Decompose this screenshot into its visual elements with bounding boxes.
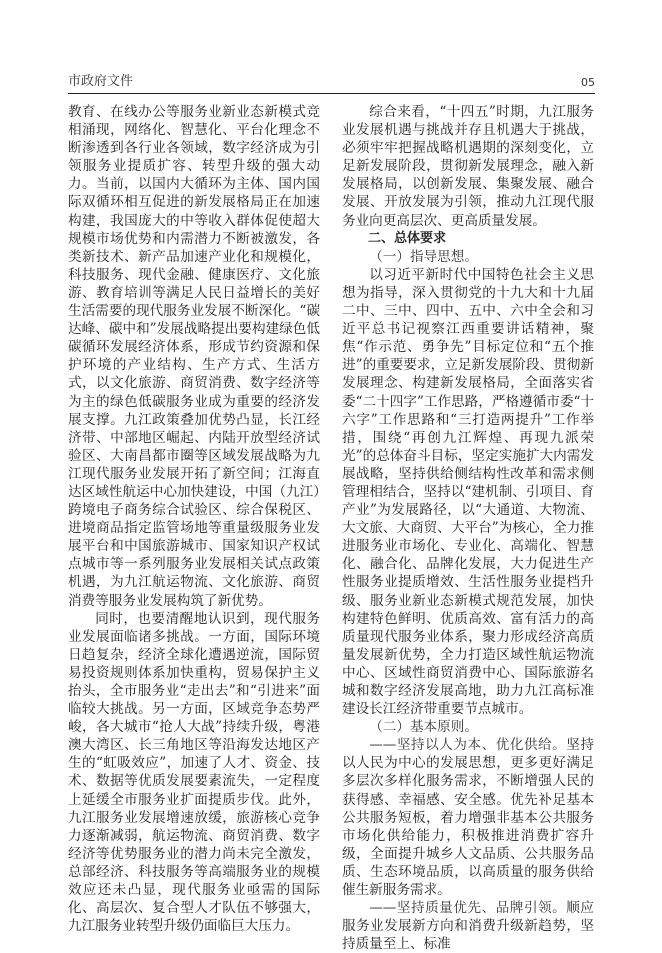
subsection-heading-principles: （二）基本原则。 [369, 719, 478, 736]
paragraph-challenges: 同时，也要清醒地认识到，现代服务业发展面临诸多挑战。一方面，国际环境日趋复杂，经济全球化遭遇逆流，国际贸易投资规则体系加快重构，贸易保护主义抬头，全市服务业“走出去”和“引进来”面临较大挑战。另一方面，区域竞争态势严峻，各大城市“抢人大战”持续升级，粤港澳大湾区、长三角地区等沿海发达地区产生的“虹吸效应”，加速了人才、资金、技术、数据等优质发展要素流失，一定程度上延缓全市服务业扩面提质步伐。此外，九江服务业发展增速放缓，旅游核心竞争力逐渐减弱，航运物流、商贸消费、数字经济等优势服务业的潜力尚未完全激发，总部经济、科技服务等高端服务业的规模效应还未凸显，现代服务业亟需的国际化、高层次、复合型人才队伍不够强大，九江服务业转型升级仍面临巨大压力。 [68, 610, 320, 935]
principle-item [342, 736, 594, 899]
principle-lead: ——坚持质量优先、品牌引领。 [369, 900, 567, 917]
principle-text: 坚持以人民为中心的发展思想，更多更好满足多层次多样化服务需求，不断增强人民的获得感、幸福感、安全感。优先补足基本公共服务短板，着力增强非基本公共服务市场化供给能力，积极推进消费扩容升级，全面提升城乡人文品质、公共服务品质、生态环境品质，以高质量的服务供给催生新服务需求。 [342, 737, 595, 899]
page-header [68, 72, 595, 94]
principle-lead: ——坚持以人为本、优化供给。 [369, 737, 567, 754]
paragraph-summary: 综合来看，“十四五”时期，九江服务业发展机遇与挑战并存且机遇大于挑战，必须牢牢把握战略机遇期的深刻变化，立足新发展阶段，贯彻新发展理念，融入新发展格局，以创新发展、集聚发展、融合发展、开放发展为引领，推动九江现代服务业向更高层次、更高质量发展。 [342, 104, 594, 229]
right-column [342, 103, 594, 953]
subsection-heading-guiding-ideology: （一）指导思想。 [369, 248, 478, 265]
principle-item [342, 899, 594, 953]
principle-text: 顺应服务业发展新方向和消费升级新趋势，坚持质量至上、标准 [342, 900, 595, 953]
section-heading: 二、总体要求 [368, 230, 447, 246]
header-title: 市政府文件 [68, 74, 134, 89]
left-column [68, 103, 320, 935]
paragraph-opportunities: 教育、在线办公等服务业新业态新模式竞相涌现，网络化、智慧化、平台化理念不断渗透到各行业各领域，数字经济成为引领服务业提质扩容、转型升级的强大动力。当前，以国内大循环为主体、国内国际双循环相互促进的新发展格局正在加速构建，我国庞大的中等收入群体促使超大规模市场优势和内需潜力不断被激发，各类新技术、新产品加速产业化和规模化，科技服务、现代金融、健康医疗、文化旅游、教育培训等满足人民日益增长的美好生活需要的现代服务业发展不断深化。“碳达峰、碳中和”发展战略提出要构建绿色低碳循环发展经济体系，形成节约资源和保护环境的产业结构、生产方式、生活方式，以文化旅游、商贸消费、数字经济等为主的绿色低碳服务业成为重要的经济发展支撑。九江政策叠加优势凸显，长江经济带、中部地区崛起、内陆开放型经济试验区、大南昌都市圈等区域发展战略为九江现代服务业发展开拓了新空间；江海直达区域性航运中心加快建设，中国（九江）跨境电子商务综合试验区、综合保税区、进境商品指定监管场地等重量级服务业发展平台和中国旅游城市、国家知识产权试点城市等一系列服务业发展相关试点政策机遇，为九江航运物流、文化旅游、商贸消费等服务业发展构筑了新优势。 [68, 104, 320, 609]
page-number: 05 [581, 76, 595, 89]
paragraph-guiding-ideology: 以习近平新时代中国特色社会主义思想为指导，深入贯彻党的十九大和十九届二中、三中、四中、五中、六中全会和习近平总书记视察江西重要讲话精神，聚焦“作示范、勇争先”目标定位和“五个推进”的重要要求，立足新发展阶段、贯彻新发展理念、构建新发展格局，全面落实省委“二十四字”工作思路，严格遵循市委“十六字”工作思路和“三打造两提升”工作举措，围绕“再创九江辉煌、再现九派荣光”的总体奋斗目标，坚定实施扩大内需发展战略，坚持供给侧结构性改革和需求侧管理相结合，坚持以“建机制、引项目、育产业”为发展路径，以“大通道、大物流、大文旅、大商贸、大平台”为核心，全力推进服务业市场化、专业化、高端化、智慧化、融合化、品牌化发展，大力促进生产性服务业提质增效、生活性服务业提档升级、服务业新业态新模式规范发展，加快构建特色鲜明、优质高效、富有活力的高质量现代服务业体系，聚力形成经济高质量发展新优势，全力打造区域性航运物流中心、区域性商贸消费中心、国际旅游名城和数字经济发展高地，助力九江高标准建设长江经济带重要节点城市。 [342, 266, 594, 718]
